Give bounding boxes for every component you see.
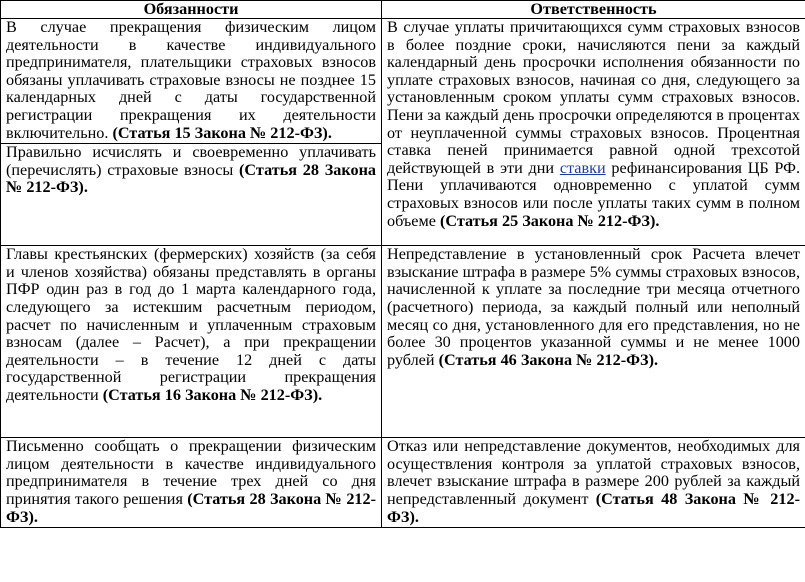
duty-paragraph [6, 438, 376, 526]
table-row [1, 246, 805, 438]
duty-cell [1, 246, 382, 438]
law-reference: (Статья 15 Закона № 212-ФЗ). [112, 123, 332, 142]
liability-text: Отказ или непредставление документов, необходимых для осуществления контроля за уплатой страховых взносов, влечет взыскание штрафа в размере 200 рублей за каждый непредставленный документ [387, 437, 800, 508]
liability-paragraph [387, 19, 800, 230]
law-reference: (Статья 16 Закона № 212-ФЗ). [102, 385, 323, 404]
duty-cell [1, 19, 382, 144]
law-reference: (Статья 48 Закона № 212-ФЗ). [387, 489, 800, 526]
duty-paragraph [6, 19, 376, 142]
duty-text: Письменно сообщать о прекращении физическим лицом деятельности в качестве индивидуального предпринимателя в течение трех дней со дня принятия такого решения [6, 437, 376, 508]
duty-text: Главы крестьянских (фермерских) хозяйств (за себя и членов хозяйства) обязаны представлять в органы ПФР один раз в год до 1 марта календарного года, следующего за истекшим расчетным периодом, расчет по начисленным и уплаченным страховым взносам (далее – Расчет), а при прекращении деятельности – в течение 12 дней с даты государственной регистрации прекращения деятельности [6, 245, 376, 404]
liability-text-continued: рефинансирования ЦБ РФ. Пени уплачиваются одновременно с уплатой сумм страховых взносов или после уплаты таких сумм в полном объеме [387, 158, 800, 230]
law-reference: (Статья 25 Закона № 212-ФЗ). [439, 211, 660, 230]
liability-cell [382, 438, 805, 528]
liability-text: В случае уплаты причитающихся сумм страховых взносов в более поздние сроки, начисляются пени за каждый календарный день просрочки исполнения обязанности по уплате страховых взносов, начиная со дня, следующего за установленным сроком уплаты сумм страховых взносов. Пени за каждый день просрочки определяются в процентах от неуплаченной суммы страховых взносов. Процентная ставка пеней принимается равной одной трехсотой действующей в эти дни [387, 18, 800, 177]
law-reference: (Статья 28 Закона № 212-ФЗ). [6, 489, 376, 526]
header-liability: Ответственность [382, 1, 805, 19]
law-reference: (Статья 28 Закона № 212-ФЗ). [6, 160, 376, 197]
liability-paragraph [387, 246, 800, 369]
liability-paragraph [387, 438, 800, 526]
table-header-row [1, 1, 805, 19]
law-reference: (Статья 46 Закона № 212-ФЗ). [438, 350, 659, 369]
duty-text: В случае прекращения физическим лицом деятельности в качестве индивидуального предпринимателя, плательщики страховых взносов обязаны уплачивать страховые взносы не позднее 15 календарных дней с даты государственной регистрации прекращения их деятельности включительно. [6, 18, 376, 142]
table-row [1, 438, 805, 528]
liability-text: Непредставление в установленный срок Расчета влечет взыскание штрафа в размере 5% суммы страховых взносов, начисленной к уплате за последние три месяца отчетного (расчетного) периода, за каждый полный или неполный месяц со дня, установленного для его представления, но не более 30 процентов указанной суммы и не менее 1000 рублей [387, 245, 800, 369]
liability-cell [382, 246, 805, 438]
table-row [1, 19, 805, 144]
duty-cell [1, 144, 382, 246]
duty-text: Правильно исчислять и своевременно уплачивать (перечислять) страховые взносы [6, 143, 376, 179]
refinancing-rate-link[interactable]: ставки [559, 158, 606, 177]
duty-cell [1, 438, 382, 528]
duty-paragraph [6, 246, 376, 404]
duty-paragraph [6, 144, 376, 197]
liability-cell [382, 19, 805, 246]
header-duties: Обязанности [1, 1, 382, 19]
